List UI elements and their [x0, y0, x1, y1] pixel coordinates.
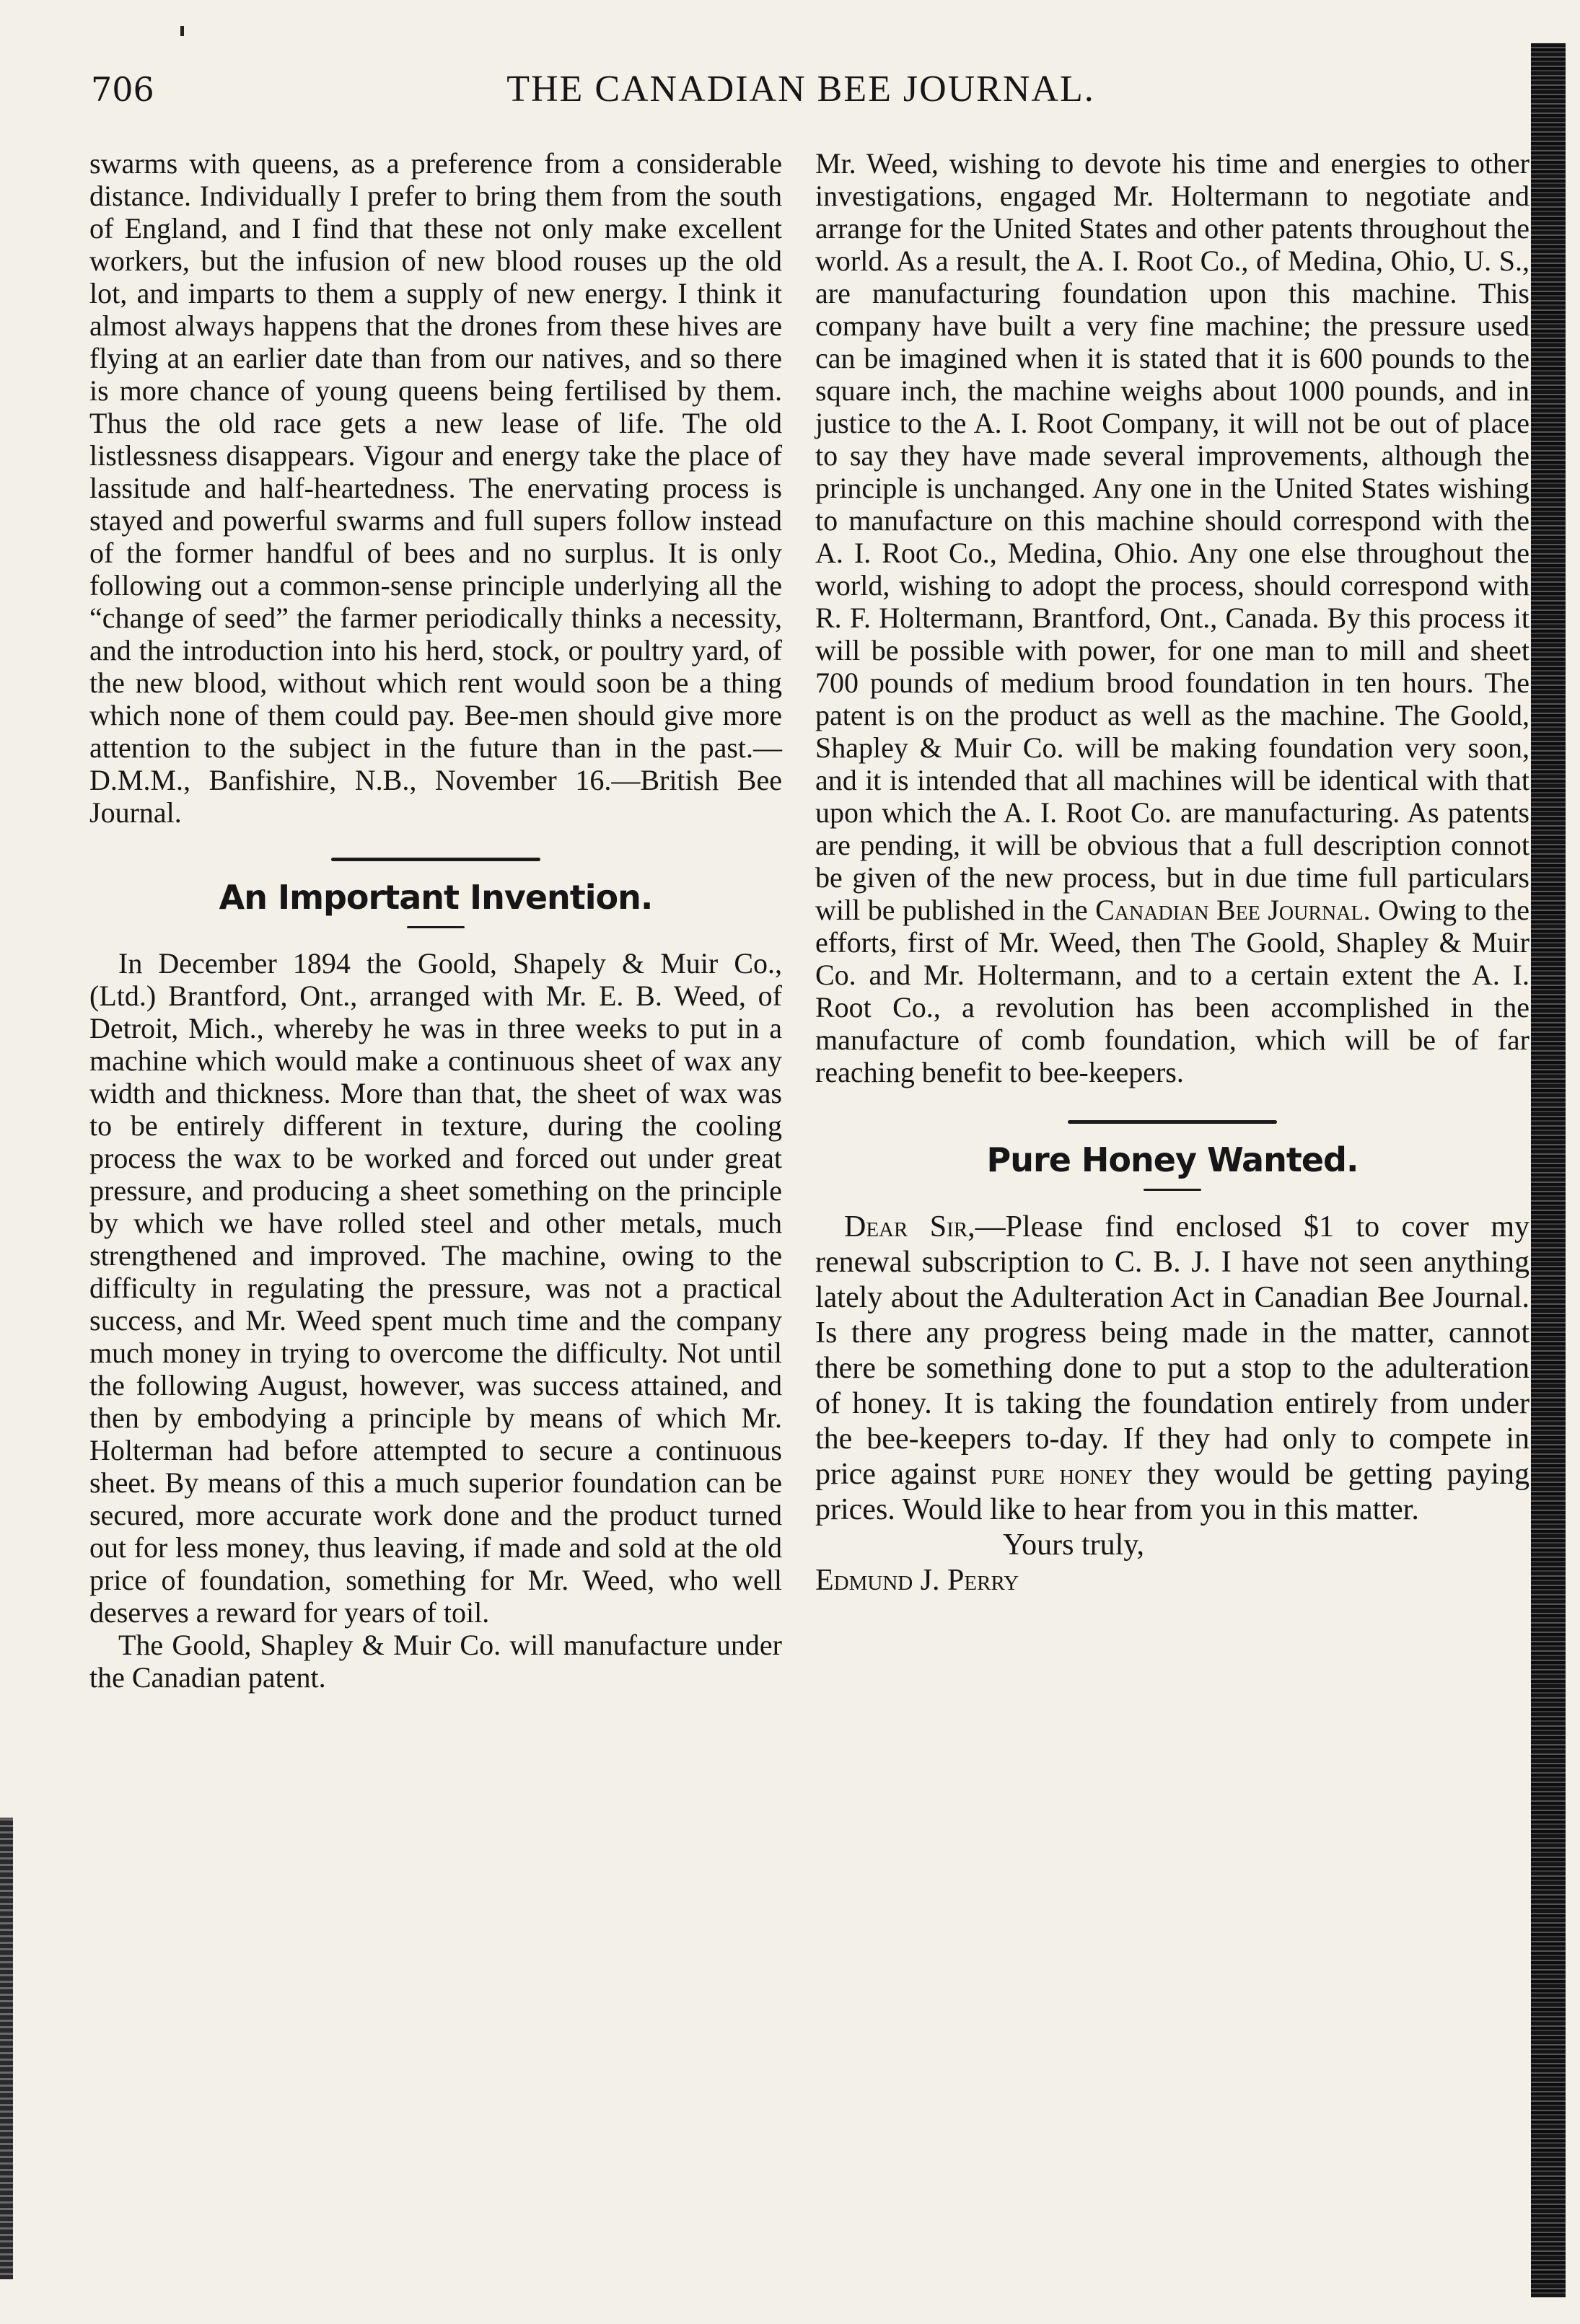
section-divider	[1068, 1120, 1277, 1124]
letter-signature: Edmund J. Perry	[815, 1564, 1019, 1597]
continued-paragraph: swarms with queens, as a preference from a considerable distance. Individually I prefer to bring them from the south of England, and I find that these not only make excellent workers, but the infusion of new blood rouses up the old lot, and imparts to them a supply of new energy. I think it almost always happens that the drones from these hives are flying at an earlier date than from our natives, and so there is more chance of young queens being fertilised by them. Thus the old race gets a new lease of life. The old listlessness disappears. Vigour and energy take the place of lassitude and half-heartedness. The enervating process is stayed and powerful swarms and full supers follow instead of the former handful of bees and no surplus. It is only following out a common-sense principle underlying all the “change of seed” the farmer periodically thinks a necessity, and the introduction into his herd, stock, or poultry yard, of the new blood, without which rent would soon be a thing which none of them could pay. Bee-men should give more attention to the subject in the future than in the past.—D.M.M., Banfishire, N.B., November 16.—British Bee Journal.	[89, 147, 782, 829]
article-text: Owing to the efforts, first of Mr. Weed, then The Goold, Shapley & Muir Co. and Mr. Holtermann, and to a certain extent the A. I. Root Co., a revolution has been accomplished in the manufacture of comb foundation, which will be of far reaching benefit to bee-keepers.	[815, 894, 1529, 1088]
letter-closing: Yours truly,	[1003, 1528, 1145, 1562]
page-header	[0, 68, 1529, 118]
letter-text: —Please find enclosed $1 to cover my renewal subscription to C. B. J. I have not seen anything lately about the Adulteration Act in Canadian Bee Journal. Is there any progress being made in the matter, cannot there be something done to put a stop to the adulteration of honey. It is taking the foundation entirely from under the bee-keepers to-day. If they had only to compete in price against	[815, 1210, 1529, 1491]
heading-underline	[407, 926, 465, 928]
letter-heading: Pure Honey Wanted.	[986, 1140, 1359, 1179]
letter-body	[815, 1210, 1529, 1528]
scan-binding-edge	[1531, 43, 1566, 2297]
journal-title: THE CANADIAN BEE JOURNAL.	[506, 69, 1095, 110]
article-paragraph: In December 1894 the Goold, Shapely & Muir Co., (Ltd.) Brantford, Ont., arranged with Mr. E. B. Weed, of Detroit, Mich., whereby he was in three weeks to put in a machine which would make a continuous sheet of wax any width and thickness. More than that, the sheet of wax was to be entirely different in texture, during the cooling process the wax to be worked and forced out under great pressure, and producing a sheet something on the principle by which we have rolled steel and other metals, much strengthened and improved. The machine, owing to the difficulty in regulating the pressure, was not a practical success, and Mr. Weed spent much time and the company much money in trying to overcome the difficulty. Not until the following August, however, was success attained, and then by embodying a principle by means of which Mr. Holterman had before attempted to secure a continuous sheet. By means of this a much superior foundation can be secured, more accurate work done and the product turned out for less money, thus leaving, if made and sold at the old price of foundation, something for Mr. Weed, who well deserves a reward for years of toil.	[89, 947, 782, 1629]
right-column	[815, 147, 1529, 1598]
letter-text: they would be getting paying prices. Would like to hear from you in this matter.	[815, 1458, 1529, 1526]
page-number: 706	[91, 70, 154, 109]
section-divider	[331, 858, 540, 861]
scan-left-edge	[0, 1818, 13, 2279]
pure-honey-text: pure honey	[991, 1458, 1133, 1491]
left-column	[89, 147, 782, 1694]
article-paragraph: The Goold, Shapley & Muir Co. will manufacture under the Canadian patent.	[89, 1629, 782, 1694]
letter-salutation: Dear Sir,	[844, 1210, 975, 1244]
journal-name: Canadian Bee Journal.	[1095, 894, 1371, 926]
article-text: Mr. Weed, wishing to devote his time and energies to other investigations, engaged Mr. Holtermann to negotiate and arrange for the United States and other patents throughout the world. As a result, the A. I. Root Co., of Medina, Ohio, U. S., are manufacturing foundation upon this machine. This company have built a very fine machine; the pressure used can be imagined when it is stated that it is 600 pounds to the square inch, the machine weighs about 1000 pounds, and in justice to the A. I. Root Company, it will not be out of place to say they have made several improvements, although the principle is unchanged. Any one in the United States wishing to manufacture on this machine should correspond with the A. I. Root Co., Medina, Ohio. Any one else throughout the world, wishing to adopt the process, should correspond with R. F. Holtermann, Brantford, Ont., Canada. By this process it will be possible with power, for one man to mill and sheet 700 pounds of medium brood foundation in ten hours. The patent is on the product as well as the machine. The Goold, Shapley & Muir Co. will be making foundation very soon, and it is intended that all machines will be identical with that upon which the A. I. Root Co. are manufacturing. As patents are pending, it will be obvious that a full description connot be given of the new process, but in due time full particulars will be published in the	[815, 147, 1529, 926]
article-continued-paragraph	[815, 147, 1529, 1088]
scan-mark	[180, 26, 184, 36]
heading-underline	[1144, 1189, 1201, 1191]
article-heading: An Important Invention.	[219, 878, 653, 917]
